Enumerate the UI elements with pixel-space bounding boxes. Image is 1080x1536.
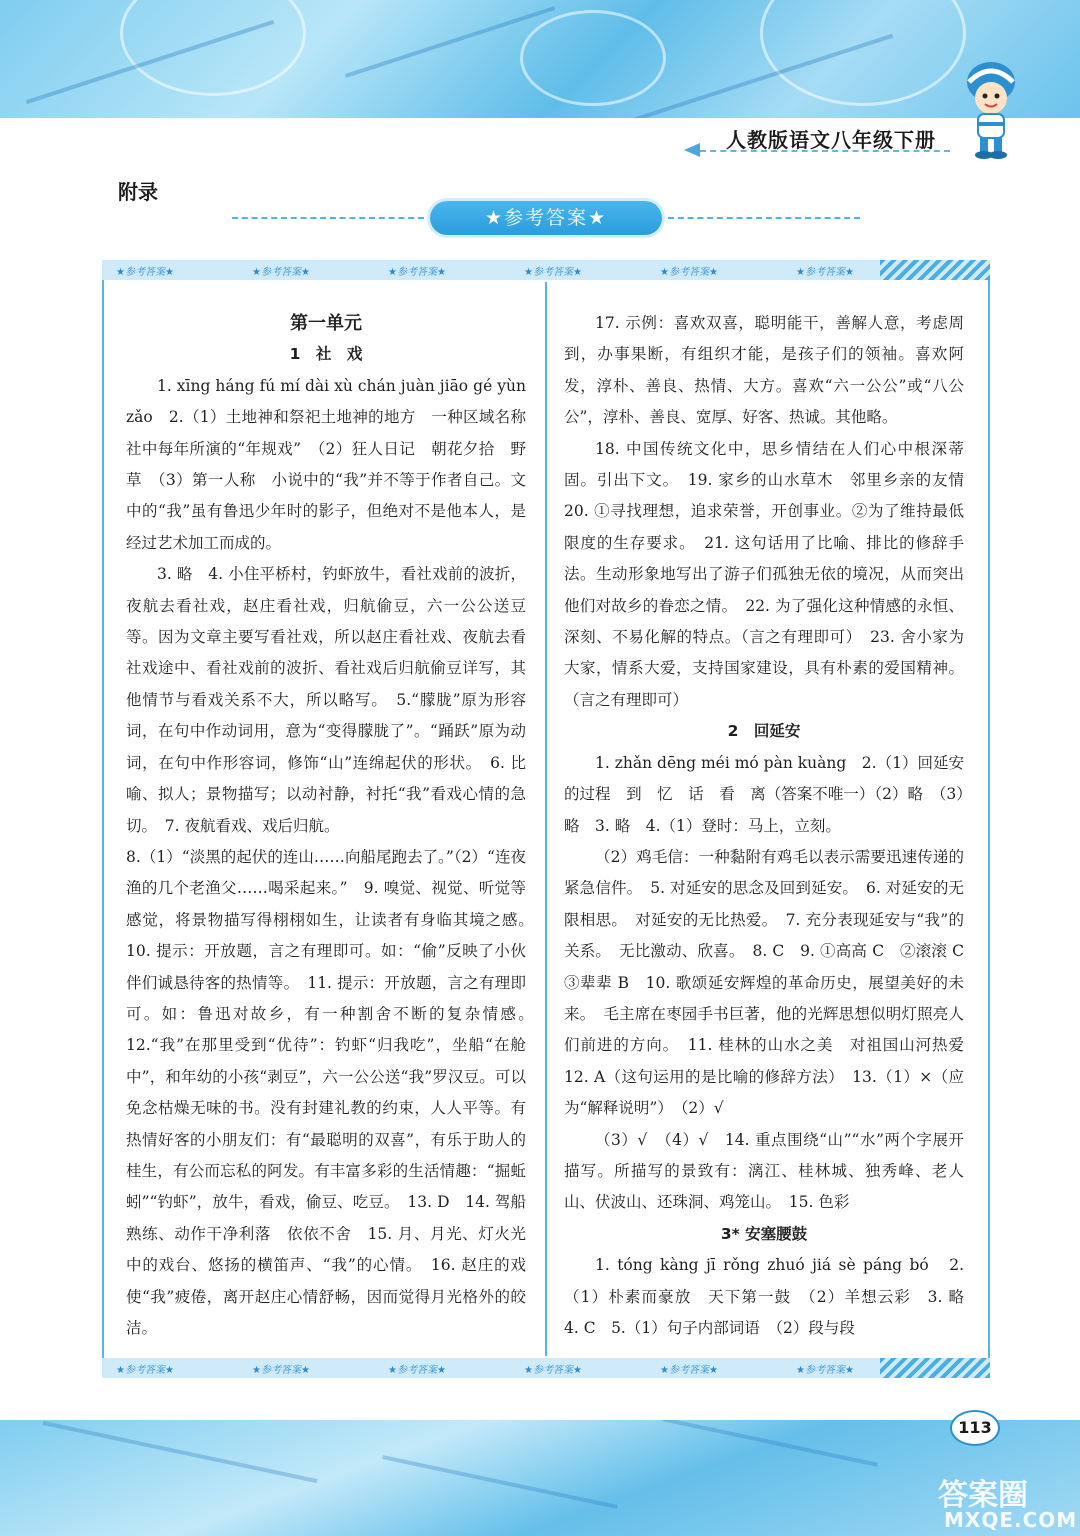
- hatch-decoration: [880, 260, 990, 280]
- section-label: 附录: [118, 180, 158, 204]
- bottom-decorative-banner: [0, 1420, 1080, 1536]
- answer-paragraph: 18. 中国传统文化中，思乡情结在人们心中根深蒂固。引出下文。 19. 家乡的山水草木 邻里乡亲的友情 20. ①寻找理想，追求荣誉，开创事业。②为了维持最低限度的生存要求。 21. 这句话用了比喻、排比的修辞手法。生动形象地写出了游子们孤独无依的境况，从而突出他们对故乡的眷恋之情。 22. 为了强化这种情感的永恒、深刻、不易化解的特点。（言之有理即可） 23. 舍小家为大家，情系大爱，支持国家建设，具有朴素的爱国精神。（言之有理即可）: [564, 439, 980, 709]
- hatch-decoration: [880, 1358, 990, 1378]
- bottom-tag-strip: [102, 1358, 990, 1378]
- unit-title: 第一单元: [290, 313, 362, 334]
- strip-tag: ★参考答案★: [116, 267, 174, 278]
- answer-paragraph: 1. xīng háng fú mí dài xù chán juàn jiāo gé yùn zǎo 2.（1）土地神和祭祀土地神的地方 一种区域名称 社中每年所演的“年规戏” （2）狂人日记 朝花夕拾 野草 （3）第一人称 小说中的“我”并不等于作者自己。文中的“我”虽有鲁迅少年时的影子，但绝对不是他本人，是经过艺术加工而成的。: [126, 376, 542, 552]
- column-divider: [545, 282, 547, 1356]
- answer-paragraph: 8.（1）“淡黑的起伏的连山……向船尾跑去了。”（2）“连夜渔的几个老渔父……喝采起来。” 9. 嗅觉、视觉、听觉等感觉，将景物描写得栩栩如生，让读者有身临其境之感。 10. 提示：开放题，言之有理即可。如：“偷”反映了小伙伴们诚恳待客的热情等。 11. 提示：开放题，言之有理即可。如：鲁迅对故乡，有一种割舍不断的复杂情感。 12.“我”在那里受到“优待”：钓虾“归我吃”，坐船“在舱中”，和年幼的小孩“剥豆”，六一公公送“我”罗汉豆。可以免念枯燥无味的书。没有封建礼教的约束，人人平等。有热情好客的小朋友们：有“最聪明的双喜”，有乐于助人的桂生，有公而忘私的阿发。有丰富多彩的生活情趣：“掘蚯蚓”“钓虾”，放牛，看戏，偷豆、吃豆。 13. D 14. 驾船熟练、动作干净利落 依依不舍 15. 月、月光、灯火光中的戏台、悠扬的横笛声、“我”的心情。 16. 赵庄的戏使“我”疲倦，离开赵庄心情舒畅，因而觉得月光格外的皎洁。: [126, 847, 542, 1337]
- answer-rule-right: [668, 217, 860, 219]
- header-divider: [700, 150, 950, 152]
- mascot-boy-icon: [958, 56, 1024, 160]
- lesson-title: 1 社 戏: [289, 345, 363, 364]
- strip-tag: ★参考答案★: [796, 1365, 854, 1376]
- strip-tag: ★参考答案★: [116, 1365, 174, 1376]
- watermark-url: MXQE.COM: [944, 1508, 1078, 1532]
- left-column: [126, 308, 542, 1344]
- strip-tag: ★参考答案★: [524, 1365, 582, 1376]
- strip-tag: ★参考答案★: [388, 1365, 446, 1376]
- answer-banner: ★参考答案★: [430, 201, 662, 235]
- strip-tag: ★参考答案★: [660, 267, 718, 278]
- strip-tag: ★参考答案★: [252, 267, 310, 278]
- answer-paragraph: 1. tóng kàng jī rǒng zhuó jiá sè páng bó 2.（1）朴素而豪放 天下第一鼓 （2）羊想云彩 3. 略 4. C 5.（1）句子内部词语 （2）段与段: [564, 1256, 980, 1337]
- lesson-title: 2 回延安: [727, 722, 801, 741]
- strip-tag: ★参考答案★: [660, 1365, 718, 1376]
- answer-rule-left: [232, 217, 424, 219]
- strip-tag: ★参考答案★: [524, 267, 582, 278]
- answer-paragraph: （2）鸡毛信：一种黏附有鸡毛以表示需要迅速传递的紧急信件。 5. 对延安的思念及回到延安。 6. 对延安的无限相思。 对延安的无比热爱。 7. 充分表现延安与“我”的关系。 无比激动、欣喜。 8. C 9. ①高高 C ②滚滚 C ③辈辈 B 10. 歌颂延安辉煌的革命历史，展望美好的未来。 毛主席在枣园手书巨著，他的光辉思想似明灯照亮人们前进的方向。 11. 桂林的山水之美 对祖国山河热爱 12. A（这句运用的是比喻的修辞方法） 13.（1）×（应为“解释说明”） （2）√: [564, 847, 980, 1118]
- strip-tag: ★参考答案★: [388, 267, 446, 278]
- top-tag-strip: [102, 260, 990, 280]
- book-title: 人教版语文八年级下册: [726, 128, 936, 152]
- answer-paragraph: （3）√ （4）√ 14. 重点围绕“山”“水”两个字展开描写。所描写的景致有：漓江、桂林城、独秀峰、老人山、伏波山、还珠洞、鸡笼山。 15. 色彩: [564, 1130, 964, 1212]
- page-number: 113: [950, 1410, 1000, 1446]
- answer-paragraph: 3. 略 4. 小住平桥村，钓虾放牛，看社戏前的波折，夜航去看社戏，赵庄看社戏，归航偷豆，六一公公送豆等。因为文章主要写看社戏，所以赵庄看社戏、夜航去看社戏途中、看社戏前的波折、看社戏后归航偷豆详写，其他情节与看戏关系不大，所以略写。 5.“朦胧”原为形容词，在句中作动词用，意为“变得朦胧了”。“踊跃”原为动词，在句中作形容词，修饰“山”连绵起伏的形状。 6. 比喻、拟人；景物描写；以动衬静，衬托“我”看戏心情的急切。 7. 夜航看戏、戏后归航。: [126, 565, 526, 835]
- strip-tag: ★参考答案★: [252, 1365, 310, 1376]
- arrow-icon: [684, 143, 700, 157]
- answer-paragraph: 17. 示例：喜欢双喜，聪明能干，善解人意，考虑周到，办事果断，有组织才能，是孩子们的领袖。喜欢阿发，淳朴、善良、热情、大方。喜欢“六一公公”或“八公公”，淳朴、善良、宽厚、好客、热诚。其他略。: [564, 314, 964, 427]
- watermark-logo: [930, 1470, 1080, 1536]
- lesson-title: 3* 安塞腰鼓: [720, 1224, 808, 1243]
- top-decorative-banner: [0, 0, 1080, 118]
- right-column: [564, 308, 980, 1344]
- strip-tag: ★参考答案★: [796, 267, 854, 278]
- watermark-text: 答案圈: [938, 1478, 1028, 1513]
- answer-paragraph: 1. zhǎn dēng méi mó pàn kuàng 2.（1）回延安的过程 到 忆 话 看 离（答案不唯一）（2）略 （3）略 3. 略 4.（1）登时：马上，立刻。: [564, 753, 964, 835]
